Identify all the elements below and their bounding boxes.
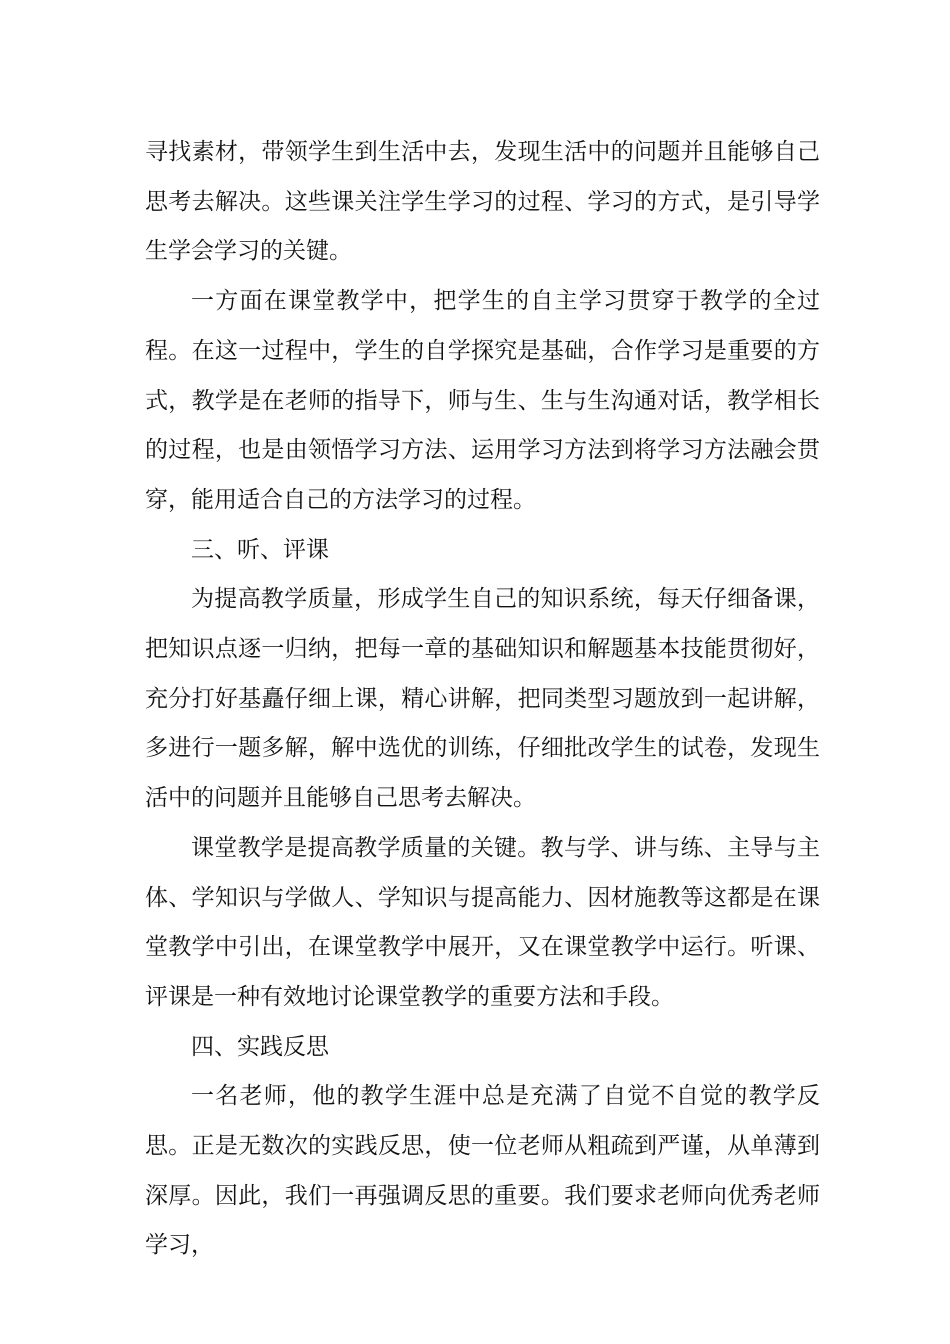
paragraph-continuation: 寻找素材，带领学生到生活中去，发现生活中的问题并且能够自己思考去解决。这些课关注学生学习的过程、学习的方式，是引导学生学会学习的关键。	[145, 139, 820, 265]
paragraph-self-study: 一方面在课堂教学中，把学生的自主学习贯穿于教学的全过程。在这一过程中，学生的自学探究是基础，合作学习是重要的方式，教学是在老师的指导下，师与生、生与生沟通对话，教学相长的过程，也是由领悟学习方法、运用学习方法到将学习方法融会贯穿，能用适合自己的方法学习的过程。	[145, 288, 820, 513]
paragraph-teacher-reflection: 一名老师，他的教学生涯中总是充满了自觉不自觉的教学反思。正是无数次的实践反思，使一位老师从粗疏到严谨，从单薄到深厚。因此，我们一再强调反思的重要。我们要求老师向优秀老师学习，	[145, 1083, 820, 1259]
section-heading-listen-evaluate: 三、听、评课	[191, 536, 329, 563]
paragraph-teaching-quality: 为提高教学质量，形成学生自己的知识系统，每天仔细备课，把知识点逐一归纳，把每一章的基础知识和解题基本技能贯彻好，充分打好基矗仔细上课，精心讲解，把同类型习题放到一起讲解，多进行一题多解，解中选优的训练，仔细批改学生的试卷，发现生活中的问题并且能够自己思考去解决。	[145, 586, 820, 812]
document-body	[145, 128, 820, 1271]
paragraph-classroom-teaching: 课堂教学是提高教学质量的关键。教与学、讲与练、主导与主体、学知识与学做人、学知识与提高能力、因材施教等这都是在课堂教学中引出，在课堂教学中展开，又在课堂教学中运行。听课、评课是一种有效地讨论课堂教学的重要方法和手段。	[145, 834, 820, 1010]
section-heading-practice-reflection: 四、实践反思	[191, 1033, 329, 1060]
